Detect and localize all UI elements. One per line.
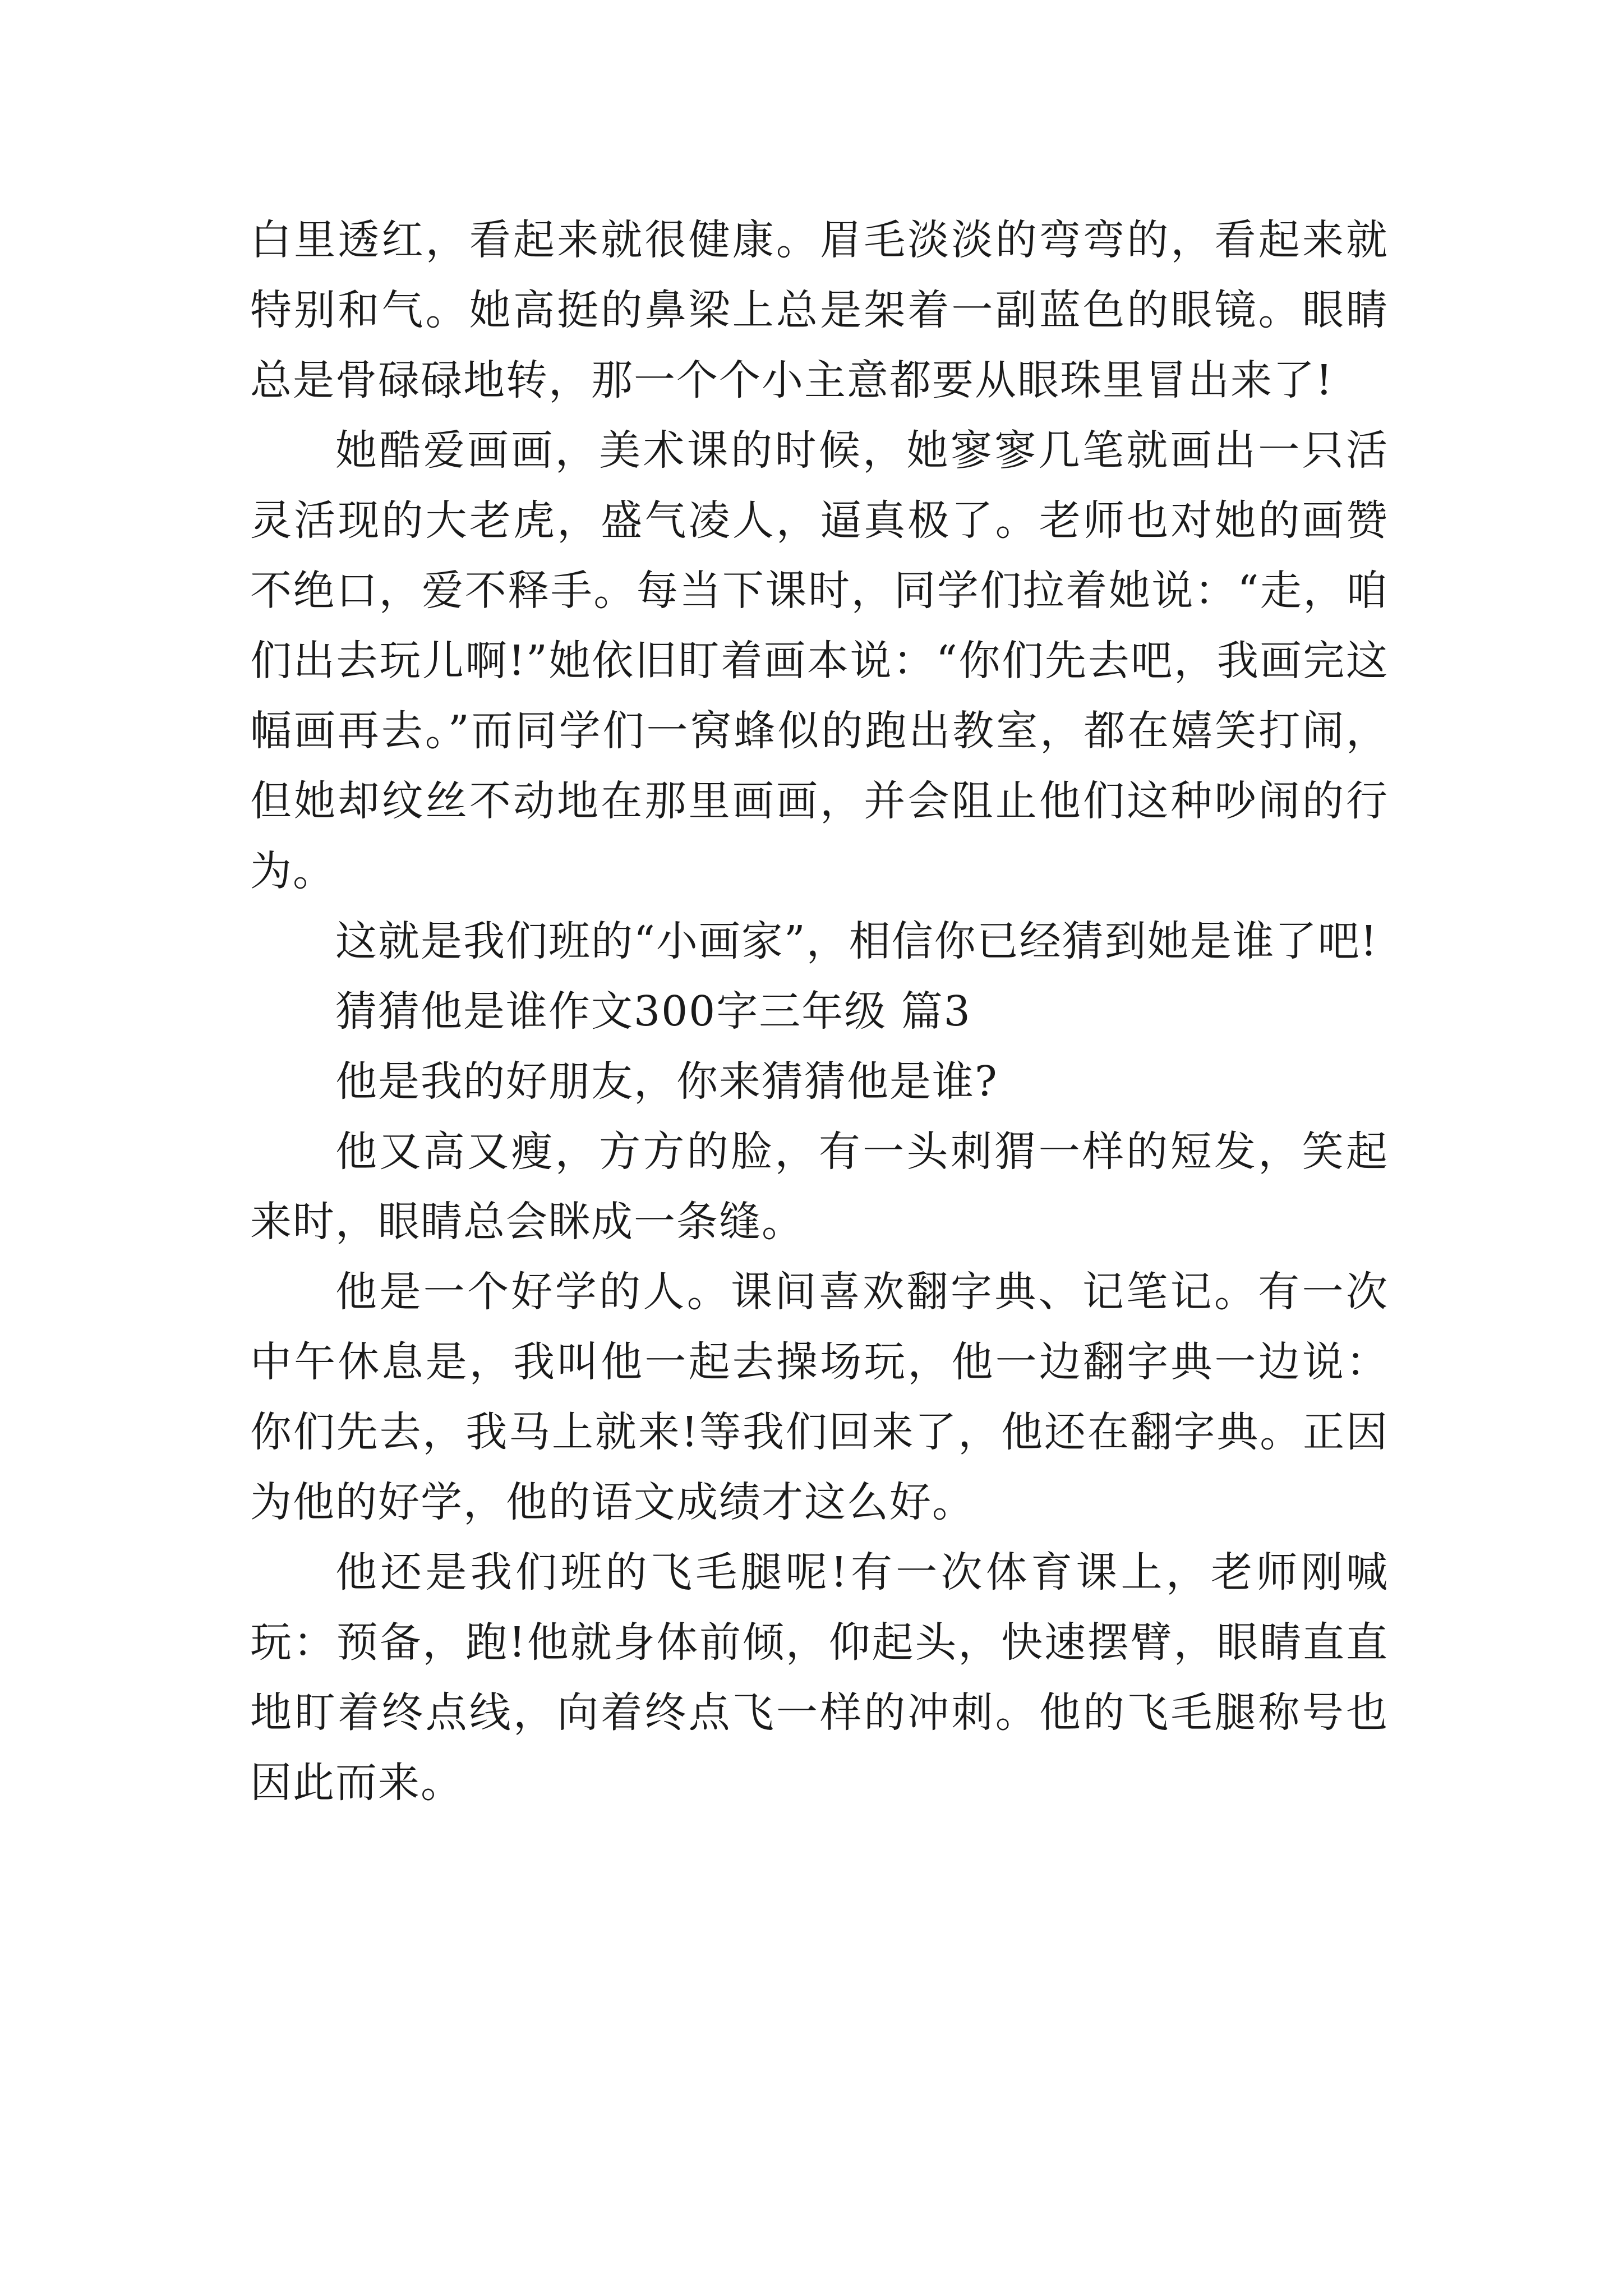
section-heading: 猜猜他是谁作文300字三年级 篇3 [335,987,971,1036]
paragraph-continued: 白里透红，看起来就很健康。眉毛淡淡的弯弯的，看起来就特别和气。她高挺的鼻梁上总是架着一副蓝色的眼镜。眼睛总是骨碌碌地转，那一个个小主意都要从眼珠里冒出来了! [250,216,1389,404]
paragraph-intro: 他是我的好朋友，你来猜猜他是谁? [335,1057,998,1106]
paragraph-studious: 他是一个好学的人。课间喜欢翻字典、记笔记。有一次中午休息是，我叫他一起去操场玩，他一边翻字典一边说：你们先去，我马上就来!等我们回来了，他还在翻字典。正因为他的好学，他的语文成绩才这么好。 [250,1268,1389,1526]
paragraph-little-painter: 这就是我们班的“小画家”，相信你已经猜到她是谁了吧! [335,917,1378,965]
paragraph-painting: 她酷爱画画，美术课的时候，她寥寥几笔就画出一只活灵活现的大老虎，盛气凌人，逼真极了。老师也对她的画赞不绝口，爱不释手。每当下课时，同学们拉着她说：“走，咱们出去玩儿啊!”她依旧盯着画本说：“你们先去吧，我画完这幅画再去。”而同学们一窝蜂似的跑出教室，都在嬉笑打闹，但她却纹丝不动地在那里画画，并会阻止他们这种吵闹的行为。 [250,426,1389,895]
paragraph-appearance: 他又高又瘦，方方的脸，有一头刺猬一样的短发，笑起来时，眼睛总会眯成一条缝。 [250,1128,1389,1246]
article-body [250,205,1389,1818]
paragraph-fast-runner: 他还是我们班的飞毛腿呢!有一次体育课上，老师刚喊玩：预备，跑!他就身体前倾，仰起头，快速摆臂，眼睛直直地盯着终点线，向着终点飞一样的冲刺。他的飞毛腿称号也因此而来。 [250,1548,1389,1807]
